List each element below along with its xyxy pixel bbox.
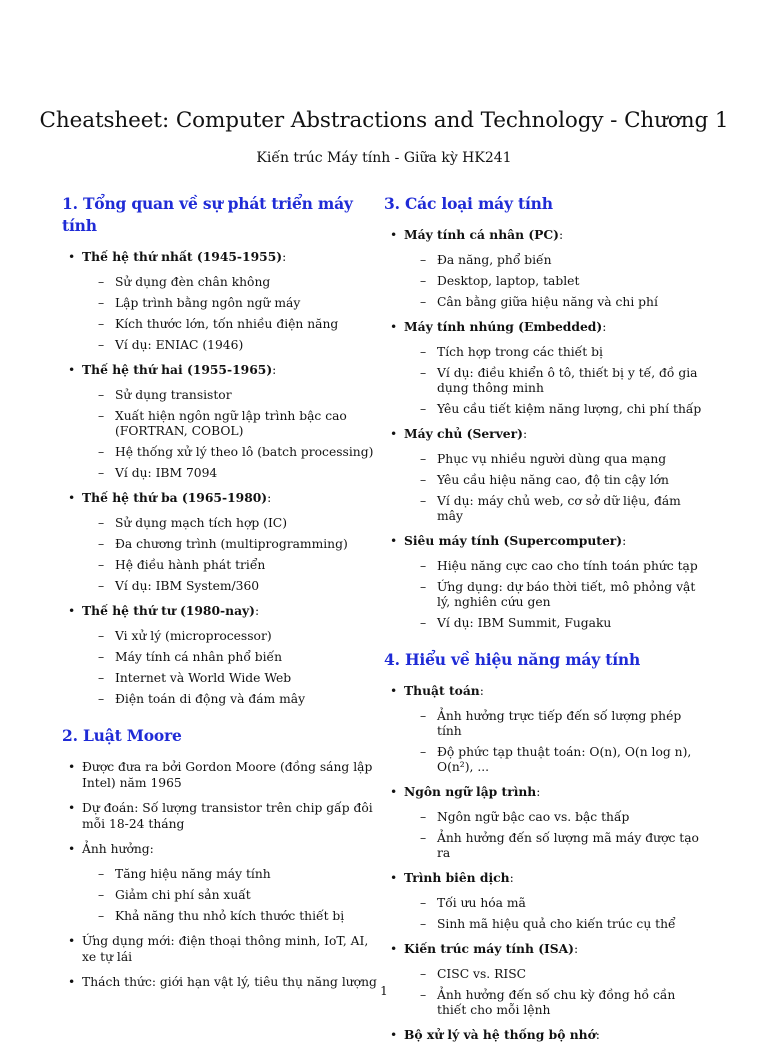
- item-separator: :: [272, 363, 277, 377]
- bullet-list: [62, 759, 380, 990]
- sub-list: [404, 896, 706, 932]
- sub-item: – Tích hợp trong các thiết bị: [404, 345, 706, 360]
- item-separator: :: [595, 1028, 600, 1042]
- section-heading: 4. Hiểu về hiệu năng máy tính: [384, 650, 641, 669]
- left-column: [62, 193, 380, 1008]
- sub-item: – Sử dụng đèn chân không: [82, 275, 380, 290]
- sub-item: – Điện toán di động và đám mây: [82, 692, 380, 707]
- sub-item: – Hệ điều hành phát triển: [82, 558, 380, 573]
- sub-item: – Kích thước lớn, tốn nhiều điện năng: [82, 317, 380, 332]
- sub-list: [404, 559, 706, 631]
- list-item: [384, 227, 706, 310]
- sub-item: – Sinh mã hiệu quả cho kiến trúc cụ thể: [404, 917, 706, 932]
- item-separator: :: [574, 942, 579, 956]
- sub-item: – Ví dụ: điều khiển ô tô, thiết bị y tế, đồ gia dụng thông minh: [404, 366, 706, 396]
- item-label: Máy tính nhúng (Embedded): [404, 319, 603, 334]
- sub-item: – Độ phức tạp thuật toán: O(n), O(n log n), O(n²), ...: [404, 745, 706, 775]
- sub-item: – Giảm chi phí sản xuất: [82, 888, 380, 903]
- sub-list: [82, 516, 380, 594]
- sub-item: – Ví dụ: IBM Summit, Fugaku: [404, 616, 706, 631]
- sub-list: [82, 388, 380, 481]
- sub-item: – Phục vụ nhiều người dùng qua mạng: [404, 452, 706, 467]
- sub-item: – Ví dụ: ENIAC (1946): [82, 338, 380, 353]
- item-separator: :: [479, 684, 484, 698]
- item-label: Kiến trúc máy tính (ISA): [404, 941, 575, 956]
- sub-item: – Yêu cầu tiết kiệm năng lượng, chi phí thấp: [404, 402, 706, 417]
- sub-item: – Đa chương trình (multiprogramming): [82, 537, 380, 552]
- list-item: [62, 603, 380, 707]
- item-text: Được đưa ra bởi Gordon Moore (đồng sáng lập Intel) năm 1965: [82, 760, 373, 790]
- list-item: [62, 249, 380, 353]
- item-separator: :: [509, 871, 514, 885]
- item-text: Thách thức: giới hạn vật lý, tiêu thụ năng lượng: [82, 975, 377, 989]
- section-heading: 1. Tổng quan về sự phát triển máy tính: [62, 194, 353, 235]
- item-separator: :: [622, 534, 627, 548]
- sub-item: – Lập trình bằng ngôn ngữ máy: [82, 296, 380, 311]
- sub-item: – Ảnh hưởng trực tiếp đến số lượng phép tính: [404, 709, 706, 739]
- sub-list: [404, 452, 706, 524]
- item-label: Bộ xử lý và hệ thống bộ nhớ: [404, 1027, 596, 1042]
- item-label: Thế hệ thứ tư (1980-nay): [82, 603, 256, 618]
- sub-item: – Hiệu năng cực cao cho tính toán phức tạp: [404, 559, 706, 574]
- sub-list: [404, 253, 706, 310]
- list-item: [384, 319, 706, 417]
- section-heading: 2. Luật Moore: [62, 726, 182, 745]
- list-item: [384, 784, 706, 861]
- sub-list: [82, 275, 380, 353]
- item-separator: :: [522, 427, 528, 441]
- list-item: [384, 870, 706, 932]
- sub-item: – Cân bằng giữa hiệu năng và chi phí: [404, 295, 706, 310]
- sub-item: – Hệ thống xử lý theo lô (batch processing): [82, 445, 380, 460]
- item-separator: :: [602, 320, 607, 334]
- right-column: [384, 193, 706, 1061]
- sub-item: – CISC vs. RISC: [404, 967, 706, 982]
- item-label: Thế hệ thứ hai (1955-1965): [82, 362, 273, 377]
- item-text: Ứng dụng mới: điện thoại thông minh, IoT, AI, xe tự lái: [82, 934, 369, 964]
- item-text: Dự đoán: Số lượng transistor trên chip gấp đôi mỗi 18-24 tháng: [82, 801, 373, 831]
- page-subtitle: Kiến trúc Máy tính - Giữa kỳ HK241: [256, 150, 512, 166]
- sub-item: – Ví dụ: máy chủ web, cơ sở dữ liệu, đám mây: [404, 494, 706, 524]
- item-text: Ảnh hưởng:: [82, 842, 154, 856]
- sub-item: – Desktop, laptop, tablet: [404, 274, 706, 289]
- sub-item: – Sử dụng mạch tích hợp (IC): [82, 516, 380, 531]
- sub-item: – Ảnh hưởng đến số lượng mã máy được tạo ra: [404, 831, 706, 861]
- item-label: Máy chủ (Server): [404, 426, 523, 441]
- item-label: Siêu máy tính (Supercomputer): [404, 533, 623, 548]
- sub-item: – Sử dụng transistor: [82, 388, 380, 403]
- page-number: 1: [380, 984, 388, 998]
- list-item: [384, 941, 706, 1018]
- sub-item: – Ngôn ngữ bậc cao vs. bậc thấp: [404, 810, 706, 825]
- item-label: Máy tính cá nhân (PC): [404, 227, 559, 242]
- sub-item: – Ảnh hưởng đến số chu kỳ đồng hồ cần thiết cho mỗi lệnh: [404, 988, 706, 1018]
- item-separator: :: [559, 228, 564, 242]
- sub-item: – Đa năng, phổ biến: [404, 253, 706, 268]
- item-separator: :: [255, 604, 260, 618]
- sub-item: – Ví dụ: IBM 7094: [82, 466, 380, 481]
- section: [384, 193, 706, 631]
- list-item: [62, 490, 380, 594]
- list-item: [384, 683, 706, 775]
- sub-item: – Tăng hiệu năng máy tính: [82, 867, 380, 882]
- list-item: [62, 800, 380, 832]
- sub-item: – Xuất hiện ngôn ngữ lập trình bậc cao (FORTRAN, COBOL): [82, 409, 380, 439]
- list-item: [62, 362, 380, 481]
- sub-item: – Ứng dụng: dự báo thời tiết, mô phỏng vật lý, nghiên cứu gen: [404, 580, 706, 610]
- sub-list: [404, 345, 706, 417]
- sub-item: – Vi xử lý (microprocessor): [82, 629, 380, 644]
- item-separator: :: [282, 250, 287, 264]
- sub-list: [82, 629, 380, 707]
- sub-item: – Máy tính cá nhân phổ biến: [82, 650, 380, 665]
- section: [62, 725, 380, 990]
- sub-item: – Khả năng thu nhỏ kích thước thiết bị: [82, 909, 380, 924]
- list-item: [384, 1027, 706, 1043]
- list-item: [62, 841, 380, 924]
- list-item: [62, 933, 380, 965]
- section: [62, 193, 380, 707]
- section-heading: 3. Các loại máy tính: [384, 194, 553, 213]
- sub-item: – Tối ưu hóa mã: [404, 896, 706, 911]
- item-label: Trình biên dịch: [404, 870, 510, 885]
- item-label: Thế hệ thứ nhất (1945-1955): [82, 249, 283, 264]
- sub-item: – Internet và World Wide Web: [82, 671, 380, 686]
- item-label: Ngôn ngữ lập trình: [404, 784, 537, 799]
- item-label: Thuật toán: [404, 683, 480, 698]
- item-label: Thế hệ thứ ba (1965-1980): [82, 490, 268, 505]
- list-item: [384, 426, 706, 524]
- bullet-list: [384, 227, 706, 631]
- page-title: Cheatsheet: Computer Abstractions and Technology - Chương 1: [39, 108, 729, 133]
- sub-item: – Ví dụ: IBM System/360: [82, 579, 380, 594]
- item-separator: :: [267, 491, 272, 505]
- bullet-list: [62, 249, 380, 707]
- sub-list: [404, 709, 706, 775]
- list-item: [384, 533, 706, 631]
- sub-list: [404, 810, 706, 861]
- list-item: [62, 759, 380, 791]
- item-separator: :: [536, 785, 541, 799]
- sub-list: [82, 867, 380, 924]
- sub-item: – Yêu cầu hiệu năng cao, độ tin cậy lớn: [404, 473, 706, 488]
